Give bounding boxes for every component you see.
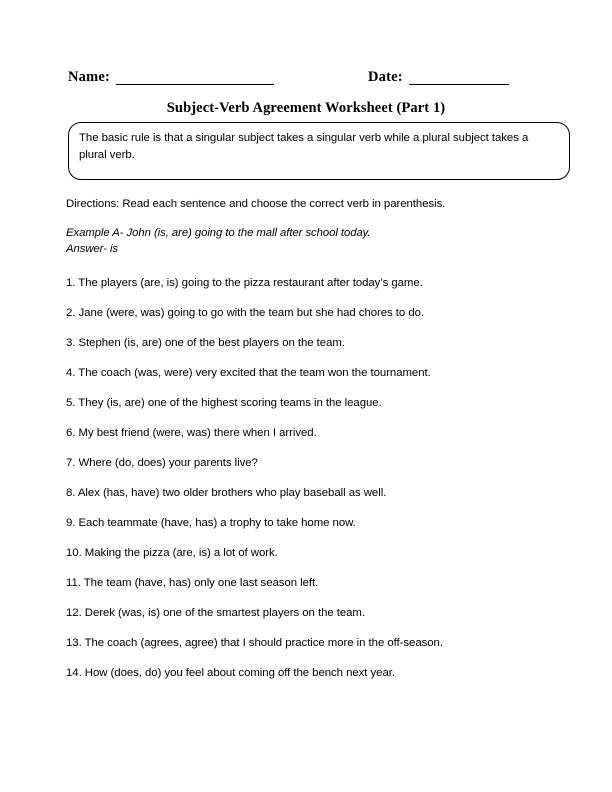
question-item[interactable]: 10. Making the pizza (are, is) a lot of work. <box>66 547 278 559</box>
question-item[interactable]: 2. Jane (were, was) going to go with the team but she had chores to do. <box>66 307 424 319</box>
question-item[interactable]: 12. Derek (was, is) one of the smartest players on the team. <box>66 607 365 619</box>
page-title: Subject-Verb Agreement Worksheet (Part 1) <box>166 100 446 116</box>
question-item[interactable]: 4. The coach (was, were) very excited that the team won the tournament. <box>66 367 431 379</box>
question-item[interactable]: 5. They (is, are) one of the highest scoring teams in the league. <box>66 397 382 409</box>
directions-text: Directions: Read each sentence and choose the correct verb in parenthesis. <box>66 198 446 210</box>
rule-callout-text: The basic rule is that a singular subject takes a singular verb while a plural subject takes a plural verb. <box>79 132 529 161</box>
question-item[interactable]: 11. The team (have, has) only one last season left. <box>66 577 319 589</box>
example-prompt: Example A- John (is, are) going to the mall after school today. <box>66 227 371 239</box>
name-label: Name: <box>68 69 111 85</box>
rule-callout-box <box>68 122 570 180</box>
date-write-line[interactable] <box>409 71 509 85</box>
question-item[interactable]: 9. Each teammate (have, has) a trophy to take home now. <box>66 517 356 529</box>
question-list <box>66 276 586 696</box>
date-field[interactable] <box>368 70 509 85</box>
header-fields-row <box>0 70 612 92</box>
question-item[interactable]: 3. Stephen (is, are) one of the best players on the team. <box>66 337 345 349</box>
question-item[interactable]: 1. The players (are, is) going to the pizza restaurant after today’s game. <box>66 277 423 289</box>
name-field[interactable] <box>68 70 274 85</box>
example-answer: Answer- is <box>66 242 119 255</box>
question-item[interactable]: 8. Alex (has, have) two older brothers who play baseball as well. <box>66 487 387 499</box>
question-item[interactable]: 7. Where (do, does) your parents live? <box>66 457 258 469</box>
date-label: Date: <box>368 69 403 85</box>
question-item[interactable]: 13. The coach (agrees, agree) that I should practice more in the off-season. <box>66 637 443 649</box>
question-item[interactable]: 14. How (does, do) you feel about coming off the bench next year. <box>66 667 395 679</box>
name-write-line[interactable] <box>116 71 274 85</box>
question-item[interactable]: 6. My best friend (were, was) there when I arrived. <box>66 427 317 439</box>
example-block <box>66 226 371 257</box>
